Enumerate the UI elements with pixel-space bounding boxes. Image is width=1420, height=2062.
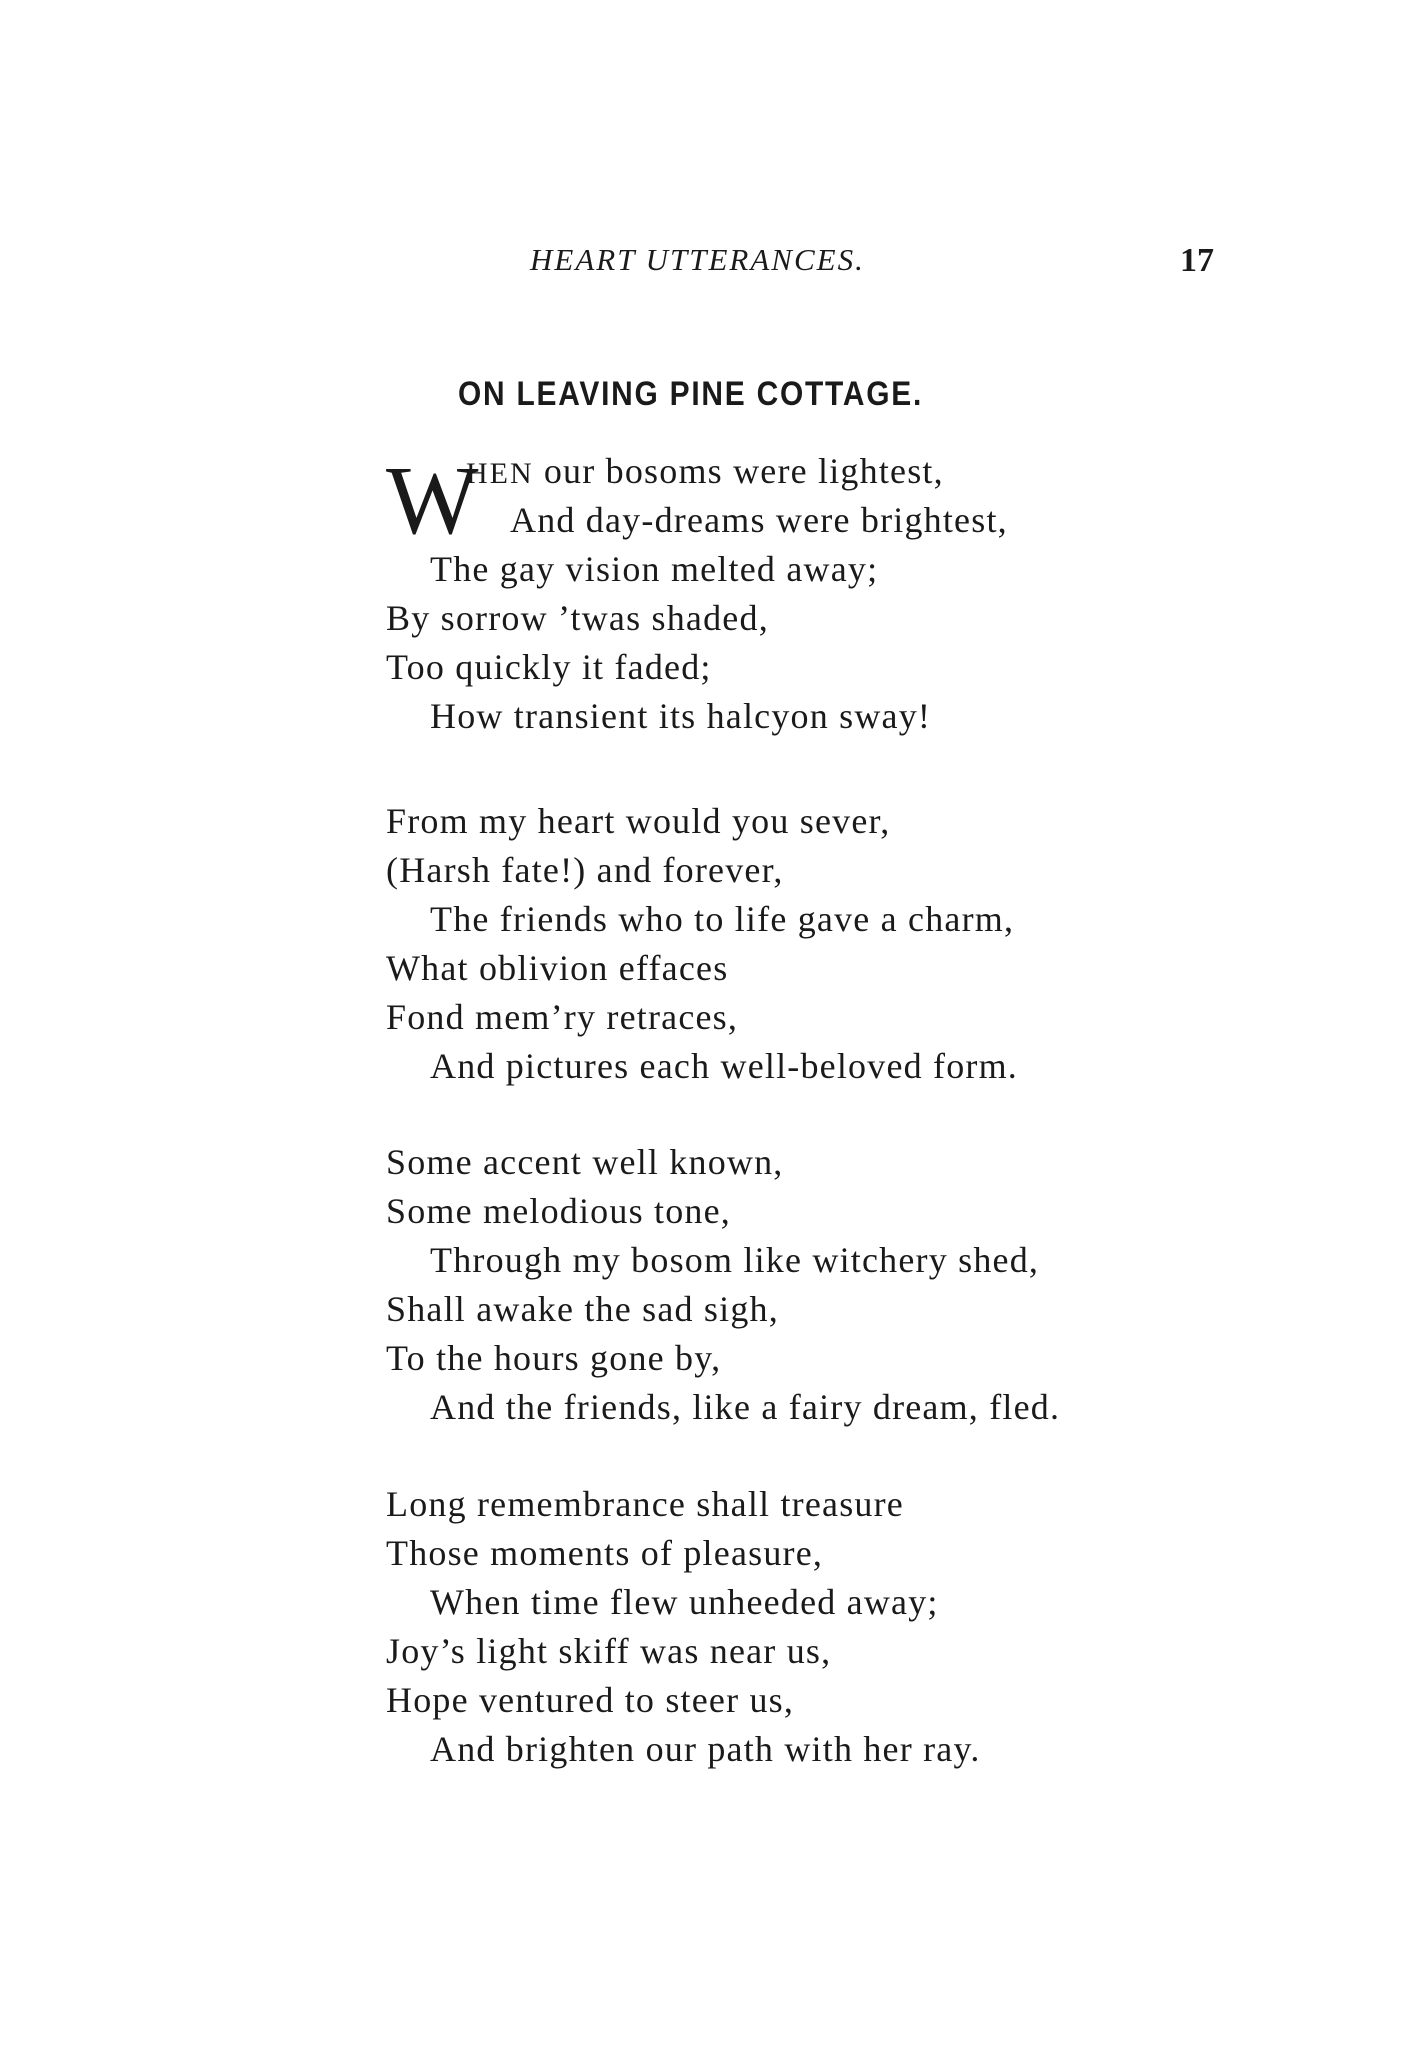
poem-line: [386, 447, 1286, 496]
poem-line: Joy’s light skiff was near us,: [386, 1631, 832, 1671]
poem-line: Some melodious tone,: [386, 1191, 731, 1231]
poem-line: What oblivion effaces: [386, 948, 729, 988]
poem-line: From my heart would you sever,: [386, 801, 891, 841]
poem-line: Fond mem’ry retraces,: [386, 997, 739, 1037]
drop-cap: W: [386, 447, 479, 555]
poem-line: To the hours gone by,: [386, 1338, 722, 1378]
stanza-3: [386, 1138, 1286, 1432]
first-line-text: our bosoms were lightest,: [533, 451, 944, 491]
poem-line: The gay vision melted away;: [430, 549, 879, 589]
poem-line: Shall awake the sad sigh,: [386, 1289, 779, 1329]
poem-line: How transient its halcyon sway!: [430, 696, 932, 736]
stanza-1: [386, 447, 1286, 741]
poem-line: (Harsh fate!) and forever,: [386, 850, 784, 890]
poem-line: And brighten our path with her ray.: [430, 1729, 981, 1769]
poem-line: The friends who to life gave a charm,: [430, 899, 1015, 939]
running-head: HEART UTTERANCES.: [530, 242, 865, 277]
stanza-4: [386, 1480, 1286, 1774]
poem-line: Long remembrance shall treasure: [386, 1484, 904, 1524]
poem-line: Too quickly it faded;: [386, 647, 712, 687]
poem-line: Through my bosom like witchery shed,: [430, 1240, 1040, 1280]
poem-line: And day-dreams were brightest,: [510, 500, 1008, 540]
poem-line: By sorrow ’twas shaded,: [386, 598, 769, 638]
poem-line: Some accent well known,: [386, 1142, 784, 1182]
poem-line: Hope ventured to steer us,: [386, 1680, 795, 1720]
poem-line: When time flew unheeded away;: [430, 1582, 939, 1622]
poem-line: And pictures each well-beloved form.: [430, 1046, 1018, 1086]
page-number: 17: [1180, 242, 1214, 279]
first-word-caps: HEN: [466, 457, 534, 490]
poem-line: Those moments of pleasure,: [386, 1533, 824, 1573]
stanza-2: [386, 797, 1286, 1091]
poem-title: ON LEAVING PINE COTTAGE.: [458, 375, 924, 413]
poem-line: And the friends, like a fairy dream, fled.: [430, 1387, 1061, 1427]
